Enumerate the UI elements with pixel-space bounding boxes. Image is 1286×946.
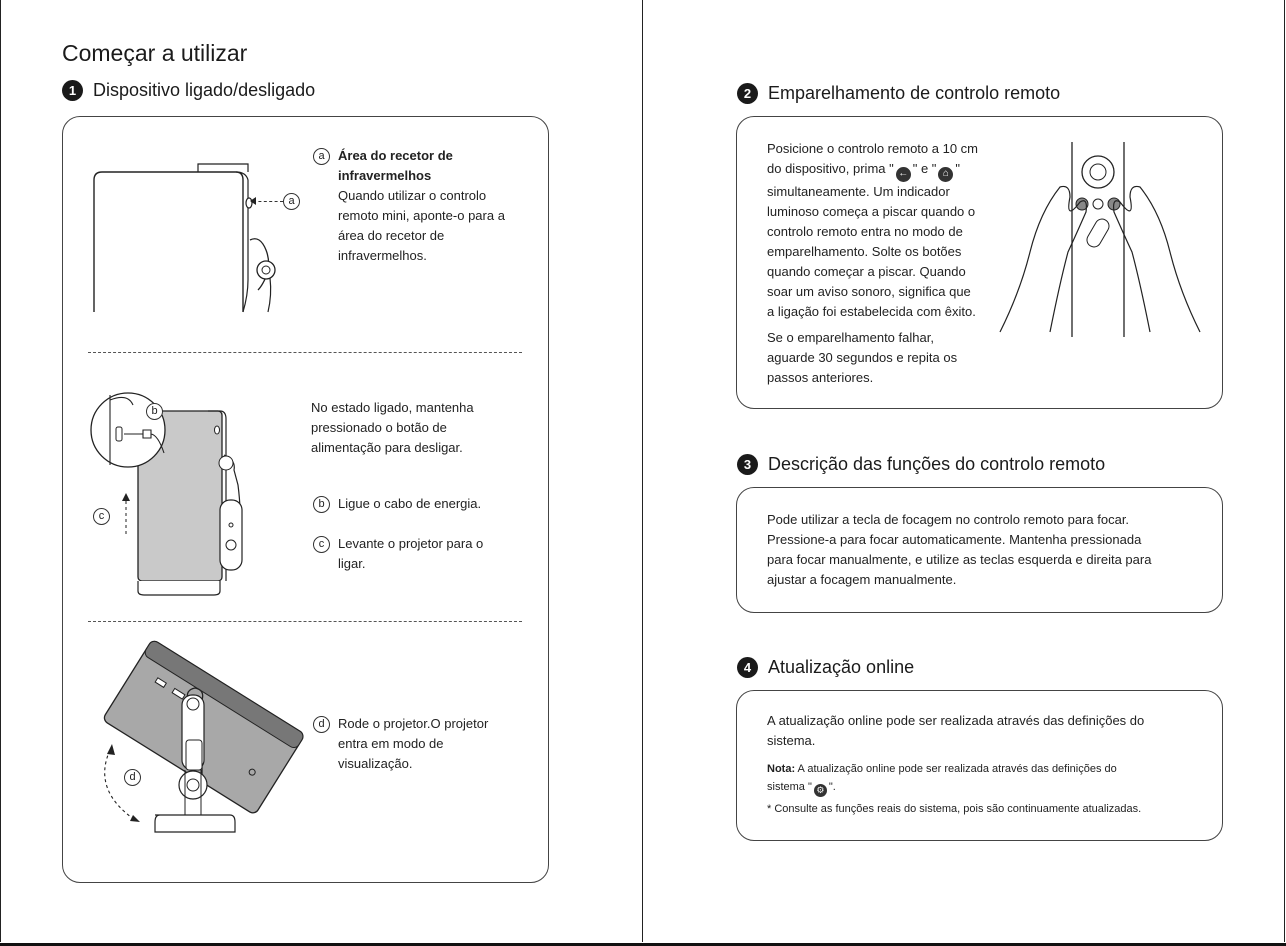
section-number: 1 — [62, 80, 83, 101]
update-note: Nota: A atualização online pode ser realizada através das definições do sistema " ⚙ ". — [767, 763, 1117, 795]
online-update-text: A atualização online pode ser realizada através das definições do sistema. — [767, 713, 1145, 748]
divider — [88, 621, 522, 622]
section-4-heading — [737, 657, 914, 678]
ir-pointer-arrow-icon — [250, 197, 256, 205]
section-2-heading — [737, 83, 1060, 104]
ir-desc-line: Quando utilizar o controlo — [338, 188, 487, 203]
section-number: 4 — [737, 657, 758, 678]
label-d: d — [313, 716, 330, 733]
step-d: d Rode o projetor.O projetor entra em modo de visualização. — [313, 714, 488, 774]
remote-functions-text: Pode utilizar a tecla de focagem no controlo remoto para focar. Pressione-a para focar automaticamente. Mantenha pressionada para focar manualmente, e utilize as teclas esquerda e direita para ajustar a focagem manualmente. — [767, 512, 1152, 587]
callout-c: c — [93, 508, 110, 525]
callout-d: d — [124, 769, 141, 786]
callout-a: a — [283, 193, 300, 210]
update-footnote: * Consulte as funções reais do sistema, pois são continuamente atualizadas. — [767, 803, 1142, 815]
power-off-text: No estado ligado, mantenha pressionado o botão de alimentação para desligar. — [311, 400, 474, 455]
left-page-edge — [0, 0, 1, 942]
label-b: b — [313, 496, 330, 513]
step-c: c Levante o projetor para o ligar. — [313, 534, 483, 574]
page-title: Começar a utilizar — [62, 40, 248, 66]
projector-side-illustration — [88, 160, 303, 315]
section-title: Emparelhamento de controlo remoto — [768, 83, 1061, 103]
label-a: a — [313, 148, 330, 165]
back-arrow-icon: ← — [896, 167, 911, 182]
ir-desc-line: área do recetor de — [338, 228, 445, 243]
step-b-text: Ligue o cabo de energia. — [338, 496, 482, 511]
section-3-heading — [737, 454, 1105, 475]
ir-heading-line2: infravermelhos — [338, 168, 432, 183]
home-icon: ⌂ — [938, 167, 953, 182]
center-fold — [642, 0, 643, 942]
right-page-edge — [1284, 0, 1285, 942]
settings-gear-icon: ⚙ — [814, 784, 827, 797]
ir-desc-line: infravermelhos. — [338, 248, 427, 263]
projector-power-illustration — [88, 375, 248, 600]
section-number: 3 — [737, 454, 758, 475]
label-c: c — [313, 536, 330, 553]
section-title: Dispositivo ligado/desligado — [93, 80, 316, 100]
step-b — [313, 494, 481, 514]
projector-rotate-illustration — [90, 640, 310, 840]
callout-b: b — [146, 403, 163, 420]
remote-pairing-illustration — [990, 142, 1210, 342]
pairing-instructions: Posicione o controlo remoto a 10 cm do dispositivo, prima " ← " e " ⌂ " simultaneamente. Um indicador luminoso começa a piscar quando o controlo remoto entra no modo de emparelhamento. Solte os botões quando começar a piscar. Quando soar um aviso sonoro, significa que a ligação foi estabelecida com êxito. Se o emparelhamento falhar, aguarde 30 segundos e repita os passos anteriores. — [767, 141, 978, 385]
ir-pointer-line — [253, 201, 283, 202]
divider — [88, 352, 522, 353]
section-number: 2 — [737, 83, 758, 104]
section-title: Atualização online — [768, 657, 915, 677]
note-label: Nota: — [767, 763, 796, 775]
ir-desc-line: remoto mini, aponte-o para a — [338, 208, 505, 223]
section-1-heading — [62, 80, 315, 101]
ir-receiver-text — [313, 146, 528, 266]
section-title: Descrição das funções do controlo remoto — [768, 454, 1106, 474]
ir-heading-line1: Área do recetor de — [338, 148, 453, 163]
